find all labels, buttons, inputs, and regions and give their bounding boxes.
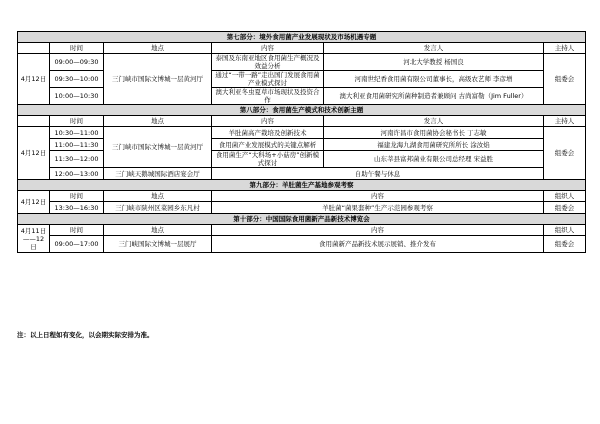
header-venue: 地点 xyxy=(104,116,212,127)
organizer-cell: 组委会 xyxy=(544,236,586,253)
header-content: 内容 xyxy=(212,43,324,54)
header-organizer: 组织人 xyxy=(544,225,586,236)
speaker-cell: 澳大利亚食用菌研究所菌种制造者兼顾问 古尚富勒（Jim Fuller） xyxy=(324,88,544,105)
time-cell: 09:00—09:30 xyxy=(50,54,104,71)
organizer-cell: 组委会 xyxy=(544,202,586,214)
time-cell: 11:00—11:30 xyxy=(50,139,104,151)
content-cell: 泰国及东南亚地区食用菌生产概况及效益分析 xyxy=(212,54,324,71)
header-blank xyxy=(18,43,50,54)
content-cell: 澳大利亚冬虫夏草市场现状及投资合作 xyxy=(212,88,324,105)
header-content: 内容 xyxy=(212,225,544,236)
host-cell: 组委会 xyxy=(544,127,586,180)
date-cell: 4月12日 xyxy=(18,191,50,214)
content-cell: 羊肚菌“菌果套种”生产示范园参观考察 xyxy=(212,202,544,214)
header-organizer: 组织人 xyxy=(544,191,586,202)
time-cell: 10:00—10:30 xyxy=(50,88,104,105)
speaker-cell: 福建龙海九湖食用菌研究所所长 涂汝焰 xyxy=(324,139,544,151)
date-cell: 4月12日 xyxy=(18,127,50,180)
date-cell: 4月12日 xyxy=(18,54,50,105)
date-cell: 4月11日——12日 xyxy=(18,225,50,253)
header-host: 主持人 xyxy=(544,116,586,127)
content-cell: 羊肚菌高产栽培及创新技术 xyxy=(212,127,324,139)
section-title: 第八部分：食用菌生产模式和技术创新主题 xyxy=(18,105,586,116)
header-content: 内容 xyxy=(212,191,544,202)
time-cell: 13:30—16:30 xyxy=(50,202,104,214)
section-title: 第十部分：中国国际食用菌新产品新技术博览会 xyxy=(18,214,586,225)
venue-cell: 三门峡市国际文博城一层黄河厅 xyxy=(104,54,212,105)
header-time: 时间 xyxy=(50,191,104,202)
lunch-content-cell: 自助午餐与休息 xyxy=(212,168,544,180)
speaker-cell: 山东莘县富邦菌业有限公司总经理 宋益胜 xyxy=(324,151,544,168)
time-cell: 09:30—10:00 xyxy=(50,71,104,88)
time-cell: 12:00—13:00 xyxy=(50,168,104,180)
footnote: 注：以上日程如有变化，以会期实际安排为准。 xyxy=(17,331,154,339)
time-cell: 09:00—17:00 xyxy=(50,236,104,253)
header-speaker: 发言人 xyxy=(324,43,544,54)
header-time: 时间 xyxy=(50,43,104,54)
content-cell: 食用菌新产品新技术展示展销、推介发布 xyxy=(212,236,544,253)
venue-cell: 三门峡天鹅城国际酒店宴会厅 xyxy=(104,168,212,180)
content-cell: 食用菌产业发展模式的关键点解析 xyxy=(212,139,324,151)
host-cell: 组委会 xyxy=(544,54,586,105)
content-cell: 通过“一带一路”走出国门发展食用菌产业模式探讨 xyxy=(212,71,324,88)
section-title: 第九部分：羊肚菌生产基地参观考察 xyxy=(18,180,586,191)
venue-cell: 三门峡市陕州区菜园乡东凡村 xyxy=(104,202,212,214)
header-venue: 地点 xyxy=(104,225,212,236)
header-speaker: 发言人 xyxy=(324,116,544,127)
header-host: 主持人 xyxy=(544,43,586,54)
venue-cell: 三门峡市国际文博城一层黄河厅 xyxy=(104,127,212,168)
header-venue: 地点 xyxy=(104,43,212,54)
speaker-cell: 河北大学教授 杨国良 xyxy=(324,54,544,71)
time-cell: 11:30—12:00 xyxy=(50,151,104,168)
speaker-cell: 河南许昌市食用菌协会秘书长 丁志敏 xyxy=(324,127,544,139)
header-time: 时间 xyxy=(50,225,104,236)
header-time: 时间 xyxy=(50,116,104,127)
header-venue: 地点 xyxy=(104,191,212,202)
venue-cell: 三门峡国际文博城一层展厅 xyxy=(104,236,212,253)
header-content: 内容 xyxy=(212,116,324,127)
time-cell: 10:30—11:00 xyxy=(50,127,104,139)
header-blank xyxy=(18,116,50,127)
speaker-cell: 河南世纪香食用菌有限公司董事长，高级农艺师 李彦增 xyxy=(324,71,544,88)
content-cell: 食用菌生产“大科场+小菇房”创新模式探讨 xyxy=(212,151,324,168)
section-title: 第七部分：境外食用菌产业发展现状及市场机遇专题 xyxy=(18,32,586,43)
schedule-table xyxy=(17,31,586,253)
